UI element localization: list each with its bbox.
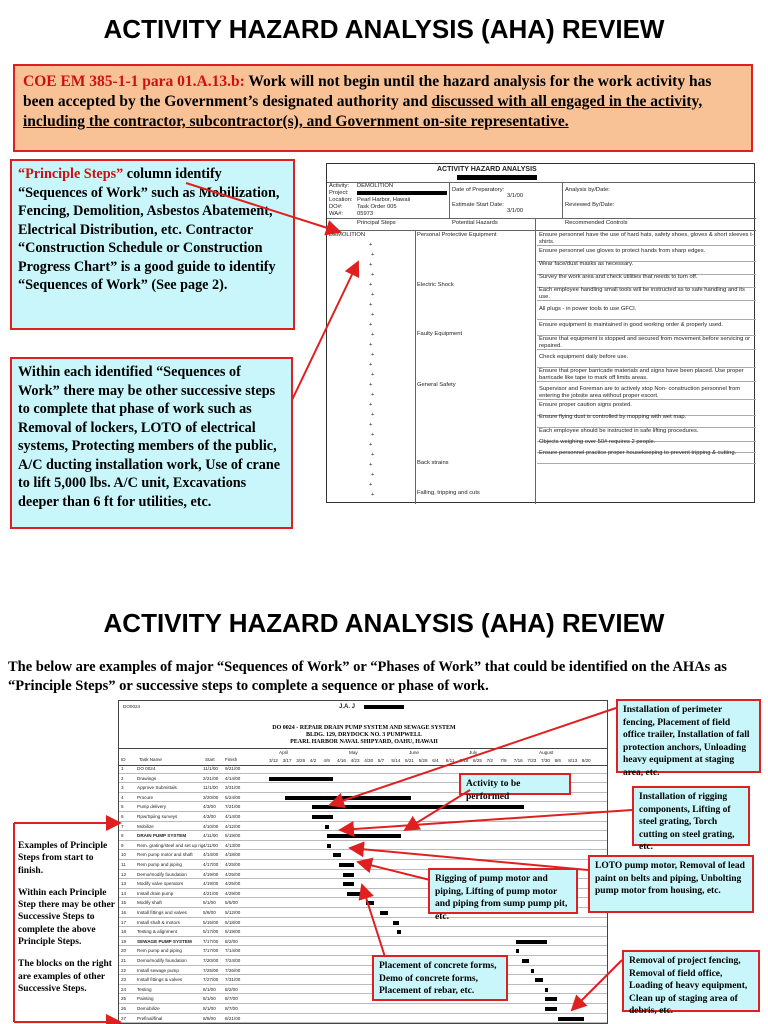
left-note: The blocks on the right are examples of other Successive Steps. bbox=[18, 959, 112, 994]
gantt-col-id: ID bbox=[121, 757, 126, 762]
dash-mark: + bbox=[369, 342, 373, 348]
gantt-cell-start: 4/3/00 bbox=[203, 814, 216, 819]
gantt-cell-finish: 7/26/00 bbox=[225, 967, 241, 973]
gantt-cell-start: 11/1/00 bbox=[203, 785, 218, 791]
dash-mark: + bbox=[371, 452, 375, 458]
gantt-week-label: 3/17 bbox=[282, 758, 292, 763]
coe-text: Work will not begin until the hazard analysis for the work activity has been accepted by the Government’s designated authority and bbox=[23, 73, 712, 110]
principle-steps-box bbox=[10, 159, 295, 330]
form-line bbox=[535, 218, 536, 504]
control-item: Wear face/dust masks as necessary. bbox=[539, 261, 634, 267]
gantt-cell-start: 4/19/00 bbox=[203, 871, 219, 877]
redaction-bar bbox=[357, 191, 447, 195]
callout-mobilization: Installation of perimeter fencing, Placement of field office trailer, Installation of fall protection anchors, Unloading heavy equipment at staging area, etc. bbox=[616, 699, 761, 773]
gantt-cell-finish: 5/19/00 bbox=[225, 929, 241, 935]
dash-mark: + bbox=[371, 392, 375, 398]
gantt-cell-finish: 5/18/00 bbox=[225, 919, 241, 925]
gantt-cell-id: 23 bbox=[121, 977, 127, 983]
gantt-cell-start: 5/17/00 bbox=[203, 929, 219, 935]
gantt-cell-name: Modify valve operators bbox=[137, 881, 184, 887]
analysis-by-label: Analysis by/Date: bbox=[565, 187, 610, 193]
control-item: Ensure personnel have the use of hard hats, safety shoes, gloves & short sleeves t-shirts. bbox=[539, 232, 754, 245]
gantt-cell-id: 22 bbox=[121, 967, 127, 973]
gantt-cell-name: Testing & alignment bbox=[137, 929, 178, 935]
control-item: Ensure equipment is maintained in good working order & properly used. bbox=[539, 322, 723, 328]
gantt-cell-name: Rem pump motor and shaft bbox=[137, 852, 193, 858]
gantt-cell-name: SEWAGE PUMP SYSTEM bbox=[137, 938, 192, 944]
gantt-cell-start: 4/21/00 bbox=[203, 890, 219, 896]
form-line bbox=[449, 182, 450, 218]
gantt-cell-name: Rem. grating/steel and set up rig bbox=[137, 842, 204, 848]
gantt-bar bbox=[269, 777, 333, 781]
slide2-title: ACTIVITY HAZARD ANALYSIS (AHA) REVIEW bbox=[103, 608, 665, 638]
gantt-cell-name: Demo/modify foundation bbox=[137, 871, 187, 877]
gantt-cell-start: 4/3/00 bbox=[203, 804, 216, 810]
gantt-cell-finish: 8/2/00 bbox=[225, 986, 238, 992]
gantt-bar bbox=[516, 940, 547, 944]
control-item: Check equipment daily before use. bbox=[539, 354, 629, 360]
gantt-week-label: 8/13 bbox=[568, 758, 578, 763]
gantt-row bbox=[119, 850, 608, 860]
control-item: Ensure personnel practice proper housekeeping to prevent tripping & cutting. bbox=[539, 450, 737, 456]
gantt-cell-name: Install fittings & valves bbox=[137, 977, 183, 983]
gantt-cell-id: 26 bbox=[121, 1006, 127, 1011]
dash-mark: + bbox=[371, 292, 375, 298]
gantt-cell-start: 7/17/00 bbox=[203, 938, 219, 944]
gantt-col-task: Task Name bbox=[139, 757, 162, 762]
hazard-item: Faulty Equipment bbox=[417, 331, 463, 337]
form-line bbox=[537, 463, 756, 464]
control-item: Objects weighing over 50# requires 2 people. bbox=[539, 439, 656, 445]
gantt-row bbox=[119, 1014, 608, 1024]
est-start-value: 3/1/00 bbox=[507, 208, 524, 214]
gantt-cell-id: 8 bbox=[121, 833, 124, 839]
gantt-cell-start: 4/10/00 bbox=[203, 823, 219, 829]
gantt-row bbox=[119, 985, 608, 995]
gantt-cell-name: Painting bbox=[137, 996, 154, 1002]
gantt-cell-finish: 4/29/00 bbox=[225, 890, 241, 896]
control-item: Each employee handling small tools will be instructed as to safe handling and its use. bbox=[539, 287, 745, 300]
gantt-week-label: 5/28 bbox=[418, 758, 428, 763]
gantt-cell-name: Procure bbox=[137, 794, 154, 800]
left-notes bbox=[18, 840, 118, 995]
gantt-cell-id: 17 bbox=[121, 919, 127, 925]
gantt-cell-id: 27 bbox=[121, 1015, 127, 1021]
gantt-bar bbox=[522, 959, 530, 963]
gantt-cell-name: Rpw/Spiing surveys bbox=[137, 814, 178, 819]
gantt-cell-id: 5 bbox=[121, 804, 124, 810]
gantt-bar bbox=[535, 978, 543, 982]
gantt-month-label: April bbox=[279, 750, 289, 755]
activity-label: Activity: bbox=[329, 183, 349, 189]
form-line bbox=[537, 381, 756, 382]
dash-mark: + bbox=[369, 362, 373, 368]
coe-reference: COE EM 385-1-1 para 01.A.13.b: bbox=[23, 73, 245, 90]
gantt-cell-id: 4 bbox=[121, 794, 124, 800]
gantt-cell-finish: 7/21/00 bbox=[225, 804, 241, 810]
dash-mark: + bbox=[369, 322, 373, 328]
callout-demobilization: Removal of project fencing, Removal of field office, Loading of heavy equipment, Clean up of staging area of debris, etc. bbox=[622, 950, 760, 1012]
gantt-cell-start: 8/1/00 bbox=[203, 996, 216, 1002]
gantt-bar bbox=[339, 863, 355, 867]
gantt-bar bbox=[343, 873, 355, 877]
gantt-cell-start: 8/1/00 bbox=[203, 1006, 216, 1011]
gantt-week-label: 8/20 bbox=[581, 758, 591, 763]
est-start-label: Estimate Start Date: bbox=[452, 202, 504, 208]
hazard-item: General Safety bbox=[417, 382, 456, 388]
gantt-week-label: 4/23 bbox=[350, 758, 360, 763]
dash-mark: + bbox=[371, 412, 375, 418]
gantt-row bbox=[119, 841, 608, 851]
form-line bbox=[537, 349, 756, 350]
gantt-week-label: 4/16 bbox=[337, 758, 346, 763]
gantt-week-label: 4/9 bbox=[323, 758, 330, 763]
control-item: Ensure flying dust is controlled by mopping with wet map. bbox=[539, 414, 687, 420]
gantt-cell-id: 2 bbox=[121, 775, 124, 781]
gantt-cell-id: 24 bbox=[121, 986, 127, 992]
gantt-cell-name: DRAIN PUMP SYSTEM bbox=[137, 833, 187, 839]
col-hazards: Potential Hazards bbox=[452, 220, 498, 226]
gantt-bar bbox=[545, 997, 557, 1001]
gantt-row bbox=[119, 946, 608, 956]
gantt-cell-id: 20 bbox=[121, 948, 127, 954]
principal-steps-dashes bbox=[335, 242, 413, 502]
gantt-cell-finish: 4/18/00 bbox=[225, 852, 241, 858]
gantt-cell-start: 8/8/00 bbox=[203, 1015, 216, 1021]
gantt-cell-name: Install fittings and valves bbox=[137, 910, 187, 915]
gantt-bar bbox=[285, 796, 411, 800]
gantt-cell-finish: 5/12/00 bbox=[225, 910, 241, 915]
aha-form-heading: ACTIVITY HAZARD ANALYSIS bbox=[437, 166, 537, 173]
location-value: Pearl Harbor, Hawaii bbox=[357, 197, 411, 203]
gantt-cell-finish: 5/24/00 bbox=[225, 794, 241, 800]
gantt-bar bbox=[366, 901, 374, 905]
redaction-bar bbox=[364, 705, 404, 709]
gantt-cell-id: 12 bbox=[121, 871, 127, 877]
gantt-week-label: 5/14 bbox=[391, 758, 401, 763]
gantt-week-label: 4/30 bbox=[364, 758, 374, 763]
col-principal: Principal Steps bbox=[357, 220, 396, 226]
gantt-cell-name: Rem pump and piping bbox=[137, 948, 182, 954]
gantt-week-label: 3/12 bbox=[269, 758, 278, 763]
left-note: Examples of Principle Steps from start to finish. bbox=[18, 841, 108, 876]
dash-mark: + bbox=[369, 442, 373, 448]
col-controls: Recommended Controls bbox=[565, 220, 628, 226]
gantt-month-label: August bbox=[539, 750, 554, 755]
gantt-bar bbox=[312, 815, 333, 819]
callout-activity: Activity to be performed bbox=[459, 773, 571, 795]
gantt-cell-name: Demo/modify foundation bbox=[137, 958, 187, 963]
callout-rigging: Installation of rigging components, Lifting of steel grating, Torch cutting on steel grating, etc. bbox=[632, 786, 750, 846]
reviewed-by-label: Reviewed By/Date: bbox=[565, 202, 615, 208]
gantt-row bbox=[119, 927, 608, 937]
dash-mark: + bbox=[371, 432, 375, 438]
gantt-cell-finish: 8/7/00 bbox=[225, 1006, 238, 1011]
successive-steps-text: Within each identified “Sequences of Work” there may be other successive steps to complete that phase of work such as Removal of lockers, LOTO of electrical systems, Protecting members of the public, A/C ducting installation work, Use of crane to lift 5,000 lbs. A/C unit, Excavations deeper than 6 ft for utilities, etc. bbox=[18, 364, 281, 510]
gantt-cell-start: 7/17/00 bbox=[203, 948, 219, 954]
dash-mark: + bbox=[369, 282, 373, 288]
gantt-cell-name: Mobilize bbox=[137, 823, 154, 829]
activity-value: DEMOLITION bbox=[357, 183, 394, 189]
project-label: Project: bbox=[329, 190, 349, 196]
gantt-cell-id: 18 bbox=[121, 929, 127, 935]
hazard-item: Falling, tripping and cuts bbox=[417, 490, 480, 496]
gantt-cell-finish: 4/12/00 bbox=[225, 823, 241, 829]
controls-column bbox=[537, 230, 756, 504]
gantt-cell-id: 10 bbox=[121, 852, 127, 858]
gantt-cell-start: 8/1/00 bbox=[203, 986, 216, 992]
gantt-week-label: 7/2 bbox=[486, 758, 493, 763]
principle-steps-text: column identify “Sequences of Work” such as Mobilization, Fencing, Demolition, Asbestos Abatement, Electrical Distribution, etc. Contractor “Construction Schedule or Construction Progress Chart” is a good guide to identify “Sequences of Work” (See page 2). bbox=[18, 166, 280, 293]
aha-form-image bbox=[326, 163, 755, 503]
do-value: Task Order 005 bbox=[357, 204, 397, 210]
dash-mark: + bbox=[371, 312, 375, 318]
gantt-week-label: 7/9 bbox=[500, 758, 507, 763]
gantt-cell-finish: 7/31/00 bbox=[225, 977, 241, 983]
gantt-col-finish: Finish bbox=[225, 757, 238, 762]
gantt-cell-name: Rem pump and piping bbox=[137, 862, 182, 867]
gantt-title-3: PEARL HARBOR NAVAL SHIPYARD, OAHU, HAWAII bbox=[290, 739, 438, 745]
gantt-bar bbox=[327, 844, 331, 848]
gantt-col-start: Start bbox=[205, 757, 215, 762]
form-line bbox=[537, 399, 756, 400]
dash-mark: + bbox=[369, 242, 373, 248]
dash-mark: + bbox=[371, 372, 375, 378]
hazard-item: Electric Shock bbox=[417, 282, 454, 288]
callout-concrete: Placement of concrete forms, Demo of concrete forms, Placement of rebar, etc. bbox=[372, 955, 508, 1001]
gantt-week-label: 5/7 bbox=[377, 758, 385, 763]
gantt-week-label: 7/30 bbox=[541, 758, 550, 763]
gantt-cell-start: 4/19/00 bbox=[203, 881, 219, 887]
gantt-week-label: 6/11 bbox=[445, 758, 455, 763]
dash-mark: + bbox=[371, 472, 375, 478]
gantt-bar bbox=[545, 1007, 557, 1011]
gantt-row bbox=[119, 918, 608, 928]
gantt-cell-start: 2/21/00 bbox=[203, 775, 219, 781]
gantt-cell-id: 15 bbox=[121, 900, 127, 906]
gantt-month-label: June bbox=[409, 750, 419, 755]
gantt-bar bbox=[393, 921, 399, 925]
gantt-cell-name: DO 0024 bbox=[137, 766, 156, 771]
successive-steps-box bbox=[10, 357, 293, 529]
gantt-cell-id: 19 bbox=[121, 938, 127, 944]
gantt-cell-name: Install drain pump bbox=[137, 890, 174, 896]
callout-loto: LOTO pump motor, Removal of lead paint on belts and piping, Unbolting pump motor from housing, etc. bbox=[588, 855, 754, 913]
gantt-cell-finish: 4/14/00 bbox=[225, 814, 241, 819]
control-item: Supervisor and Foreman are to actively stop Non- construction personnel from entering the jobsite area without proper escort. bbox=[539, 386, 741, 399]
prep-date-value: 3/1/00 bbox=[507, 193, 524, 199]
form-line bbox=[537, 300, 756, 301]
gantt-row bbox=[119, 994, 608, 1004]
hazard-item: Back strains bbox=[417, 460, 449, 466]
gantt-cell-start: 4/11/00 bbox=[203, 833, 218, 839]
gantt-cell-finish: 9/21/00 bbox=[225, 766, 241, 771]
gantt-cell-finish: 4/14/00 bbox=[225, 775, 241, 781]
gantt-bar bbox=[343, 882, 355, 886]
form-line bbox=[537, 245, 756, 246]
gantt-cell-finish: 5/19/00 bbox=[225, 833, 241, 839]
gantt-cell-name: Modify shaft bbox=[137, 900, 162, 906]
slide1-title: ACTIVITY HAZARD ANALYSIS (AHA) REVIEW bbox=[103, 14, 665, 44]
gantt-cell-finish: 5/5/00 bbox=[225, 900, 238, 906]
gantt-week-label: 5/21 bbox=[405, 758, 414, 763]
control-item: Ensure proper caution signs posted. bbox=[539, 402, 632, 408]
gantt-cell-name: Install sewage pump bbox=[137, 967, 179, 973]
gantt-row bbox=[119, 937, 608, 947]
gantt-cell-start: 7/20/00 bbox=[203, 958, 219, 963]
form-line bbox=[327, 218, 756, 219]
gantt-cell-start: 4/17/00 bbox=[203, 862, 219, 867]
gantt-week-label: 7/23 bbox=[527, 758, 537, 763]
control-item: Ensure personnel use gloves to protect hands from sharp edges. bbox=[539, 248, 706, 254]
control-item: Survey the work area and check utilities that needs to turn off. bbox=[539, 274, 698, 280]
control-item: All plugs - in power tools to use GFCI. bbox=[539, 306, 637, 312]
gantt-cell-finish: 7/24/00 bbox=[225, 958, 241, 963]
gantt-bar bbox=[312, 805, 524, 809]
gantt-title-1: DO 0024 - REPAIR DRAIN PUMP SYSTEM AND SEWAGE SYSTEM bbox=[272, 725, 456, 731]
gantt-bar bbox=[380, 911, 388, 915]
gantt-bar bbox=[558, 1017, 583, 1021]
form-line bbox=[562, 182, 563, 218]
gantt-bar bbox=[516, 949, 519, 953]
gantt-bar bbox=[347, 892, 363, 896]
coe-requirement-box bbox=[13, 64, 753, 152]
gantt-cell-start: 4/14/00 bbox=[203, 852, 219, 858]
gantt-cell-finish: 4/25/00 bbox=[225, 881, 241, 887]
gantt-row bbox=[119, 822, 608, 832]
dash-mark: + bbox=[371, 332, 375, 338]
gantt-cell-id: 7 bbox=[121, 823, 124, 829]
dash-mark: + bbox=[371, 252, 375, 258]
gantt-cell-name: Approve Submittals bbox=[137, 785, 177, 791]
gantt-cell-finish: 8/2/00 bbox=[225, 938, 238, 944]
principle-steps-label: “Principle Steps” bbox=[18, 166, 124, 182]
gantt-bar bbox=[397, 930, 401, 934]
control-item: Ensure that equipment is stopped and secured from movement before servicing or repaired. bbox=[539, 336, 751, 349]
gantt-cell-id: 14 bbox=[121, 890, 127, 896]
wa-label: WA#: bbox=[329, 211, 343, 217]
prep-date-label: Date of Preparatory: bbox=[452, 187, 505, 193]
dash-mark: + bbox=[369, 402, 373, 408]
gantt-cell-id: 3 bbox=[121, 785, 124, 791]
gantt-cell-start: 7/25/00 bbox=[203, 967, 219, 973]
dash-mark: + bbox=[369, 482, 373, 488]
gantt-month-label: July bbox=[469, 750, 478, 755]
dash-mark: + bbox=[369, 302, 373, 308]
gantt-week-label: 7/16 bbox=[513, 758, 523, 763]
gantt-bar bbox=[545, 988, 548, 992]
dash-mark: + bbox=[369, 262, 373, 268]
hazard-item: Personal Protective Equipment bbox=[417, 232, 497, 238]
gantt-row bbox=[119, 802, 608, 812]
dash-mark: + bbox=[369, 382, 373, 388]
gantt-cell-id: 25 bbox=[121, 996, 127, 1002]
gantt-row bbox=[119, 975, 608, 985]
wa-value: 05973 bbox=[357, 211, 374, 217]
gantt-cell-finish: 7/14/00 bbox=[225, 948, 241, 954]
location-label: Location: bbox=[329, 197, 353, 203]
gantt-cell-finish: 3/31/00 bbox=[225, 785, 241, 791]
gantt-row bbox=[119, 956, 608, 966]
control-item: Each employee should be instructed in safe lifting procedures. bbox=[539, 428, 699, 434]
redaction-bar bbox=[457, 175, 537, 180]
gantt-week-label: 6/25 bbox=[473, 758, 482, 763]
callout-rigging-pump: Rigging of pump motor and piping, Lifting of pump motor and piping from sump pump pit, etc. bbox=[428, 868, 578, 914]
gantt-header-left: DO0024 bbox=[123, 704, 141, 709]
gantt-cell-name: Prefinal/final bbox=[137, 1015, 163, 1021]
gantt-cell-start: 5/1/00 bbox=[203, 900, 216, 906]
gantt-week-label: 6/18 bbox=[459, 758, 469, 763]
control-item: Ensure that proper barricade materials and signs have been placed. Use proper barricade like tape to mark off limits areas. bbox=[539, 368, 744, 381]
gantt-cell-id: 9 bbox=[121, 842, 124, 848]
gantt-row bbox=[119, 966, 608, 976]
gantt-cell-finish: 4/13/00 bbox=[225, 842, 241, 848]
gantt-cell-finish: 4/25/00 bbox=[225, 871, 241, 877]
dash-mark: + bbox=[371, 352, 375, 358]
gantt-cell-id: 1 bbox=[121, 766, 124, 771]
gantt-cell-finish: 4/25/00 bbox=[225, 862, 241, 867]
gantt-week-label: 8/6 bbox=[554, 758, 561, 763]
coe-text-underlined: discussed with all engaged in the activity, including the contractor, subcontractor(s), and Government on-site representative. bbox=[23, 93, 703, 130]
gantt-cell-start: 3/20/00 bbox=[203, 794, 219, 800]
gantt-cell-name: Install shaft & motors bbox=[137, 919, 180, 925]
gantt-bar bbox=[325, 825, 329, 829]
gantt-cell-start: 5/15/00 bbox=[203, 919, 219, 925]
gantt-row bbox=[119, 812, 608, 822]
gantt-cell-finish: 8/21/00 bbox=[225, 1015, 241, 1021]
step-demolition: DEMOLITION bbox=[329, 232, 366, 238]
gantt-week-label: 4/2 bbox=[309, 758, 317, 763]
form-line bbox=[415, 230, 416, 504]
gantt-cell-start: 11/1/00 bbox=[203, 766, 218, 771]
left-note: Within each Principle Step there may be other Successive Steps to complete the above Principle Steps. bbox=[18, 887, 115, 948]
form-line bbox=[537, 319, 756, 320]
dash-mark: + bbox=[371, 492, 375, 498]
gantt-cell-id: 21 bbox=[121, 958, 127, 963]
gantt-cell-start: 7/27/00 bbox=[203, 977, 219, 983]
gantt-month-label: May bbox=[349, 750, 358, 755]
gantt-cell-id: 13 bbox=[121, 881, 127, 887]
gantt-cell-name: Demobilize bbox=[137, 1006, 160, 1011]
do-label: DO#: bbox=[329, 204, 343, 210]
gantt-row bbox=[119, 831, 608, 841]
dash-mark: + bbox=[369, 462, 373, 468]
gantt-cell-id: 11 bbox=[121, 862, 126, 867]
gantt-title-2: BLDG. 129, DRYDOCK NO. 3 PUMPWELL bbox=[305, 732, 423, 738]
dash-mark: + bbox=[369, 422, 373, 428]
gantt-cell-name: Testing bbox=[137, 986, 152, 992]
gantt-bar bbox=[333, 853, 341, 857]
gantt-cell-name: Drawings bbox=[137, 775, 157, 781]
gantt-cell-start: 5/8/00 bbox=[203, 910, 216, 915]
gantt-bar bbox=[531, 969, 534, 973]
slide2-intro: The below are examples of major “Sequences of Work” or “Phases of Work” that could be identified on the AHAs as “Principle Steps” or successive steps to complete a sequence or phase of work. bbox=[8, 659, 727, 694]
gantt-bar bbox=[327, 834, 401, 838]
gantt-cell-id: 6 bbox=[121, 814, 124, 819]
gantt-cell-finish: 8/7/00 bbox=[225, 996, 238, 1002]
gantt-chart-image bbox=[118, 700, 608, 1024]
gantt-cell-id: 16 bbox=[121, 910, 127, 915]
gantt-header-company: J.A. J bbox=[339, 704, 356, 710]
gantt-week-label: 6/4 bbox=[432, 758, 439, 763]
gantt-row bbox=[119, 1004, 608, 1014]
dash-mark: + bbox=[371, 272, 375, 278]
gantt-cell-start: 4/11/00 bbox=[203, 842, 218, 848]
gantt-cell-name: Pump delivery bbox=[137, 804, 167, 810]
gantt-week-label: 3/26 bbox=[296, 758, 306, 763]
